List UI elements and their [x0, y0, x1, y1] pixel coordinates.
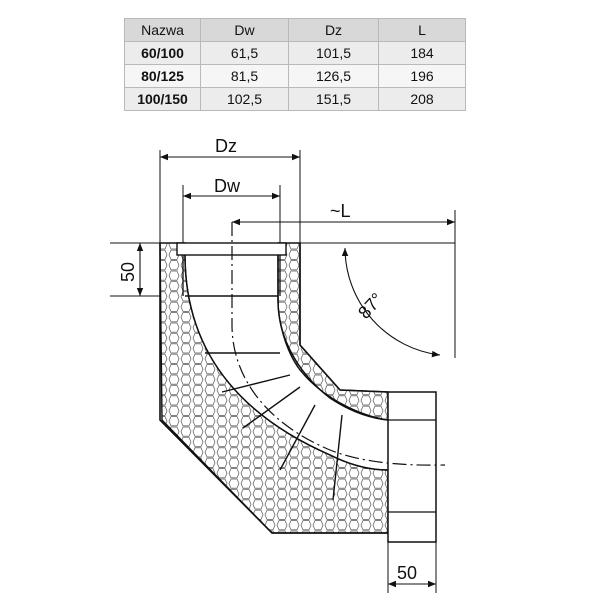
bottom-length-label: 50	[397, 563, 418, 583]
cell-l: 196	[379, 65, 466, 88]
angle-label: 87°	[354, 289, 388, 323]
l-label: ~L	[330, 201, 351, 221]
outlet-socket	[388, 392, 436, 542]
cell-dw: 81,5	[201, 65, 289, 88]
header-dw: Dw	[201, 19, 289, 42]
header-nazwa: Nazwa	[125, 19, 201, 42]
cell-dw: 61,5	[201, 42, 289, 65]
angle-arc	[345, 248, 440, 355]
cell-dz: 151,5	[289, 88, 379, 111]
cell-dw: 102,5	[201, 88, 289, 111]
dz-label: Dz	[215, 136, 237, 156]
insulation-layer	[160, 243, 388, 533]
top-height-label: 50	[118, 261, 138, 282]
cell-dz: 126,5	[289, 65, 379, 88]
header-dz: Dz	[289, 19, 379, 42]
segment-seam	[222, 375, 290, 392]
cell-l: 208	[379, 88, 466, 111]
header-l: L	[379, 19, 466, 42]
cell-l: 184	[379, 42, 466, 65]
cell-name: 80/125	[125, 65, 201, 88]
insulation-layer-inner	[278, 243, 388, 420]
dw-label: Dw	[214, 176, 240, 196]
cell-name: 100/150	[125, 88, 201, 111]
cell-dz: 101,5	[289, 42, 379, 65]
cell-name: 60/100	[125, 42, 201, 65]
